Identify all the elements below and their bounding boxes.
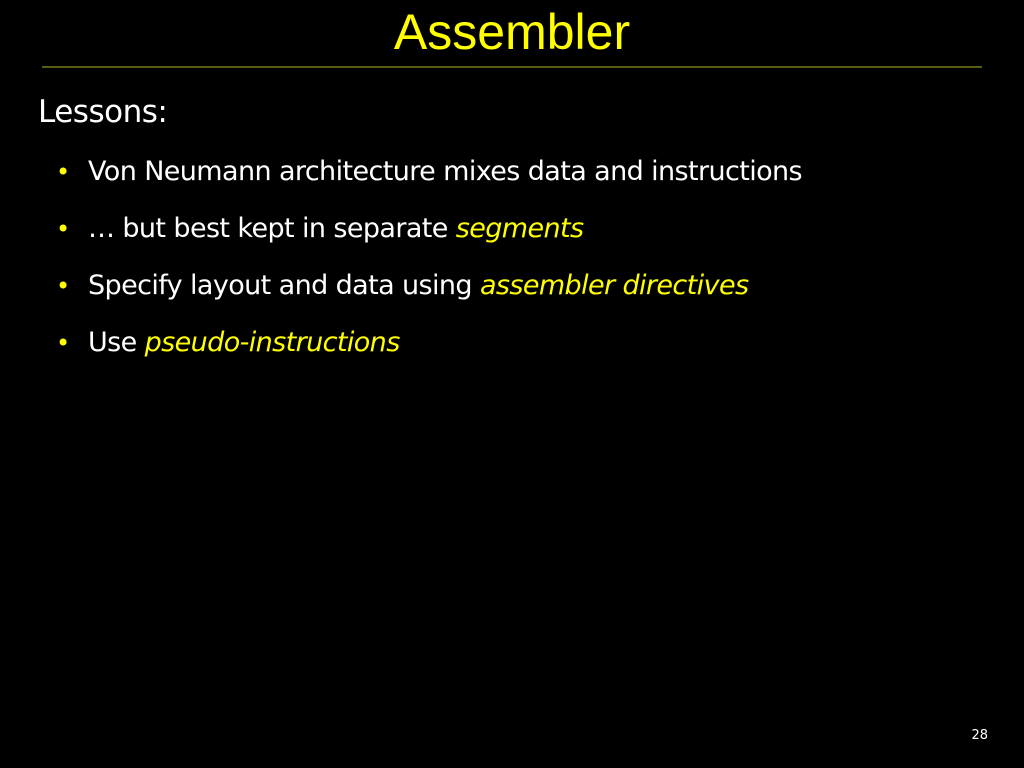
slide-title: Assembler	[393, 4, 631, 60]
bullet-item	[56, 264, 802, 321]
bullet-icon: •	[56, 272, 70, 300]
bullet-list	[56, 150, 802, 378]
bullet-emphasis: pseudo-instructions	[144, 327, 400, 358]
bullet-text: Use	[88, 327, 145, 358]
bullet-text: Von Neumann architecture mixes data and instructions	[88, 156, 803, 187]
bullet-text: … but best kept in separate	[88, 213, 456, 244]
title-divider	[42, 66, 982, 68]
bullet-item	[56, 150, 802, 207]
bullet-text: Specify layout and data using	[88, 270, 480, 301]
bullet-emphasis: assembler directives	[479, 270, 749, 301]
page-number: 28	[971, 728, 988, 743]
bullet-item	[56, 321, 802, 378]
lessons-heading: Lessons:	[38, 94, 168, 130]
bullet-item	[56, 207, 802, 264]
bullet-emphasis: segments	[455, 213, 584, 244]
bullet-icon: •	[56, 329, 70, 357]
bullet-icon: •	[56, 158, 70, 186]
bullet-icon: •	[56, 215, 70, 243]
